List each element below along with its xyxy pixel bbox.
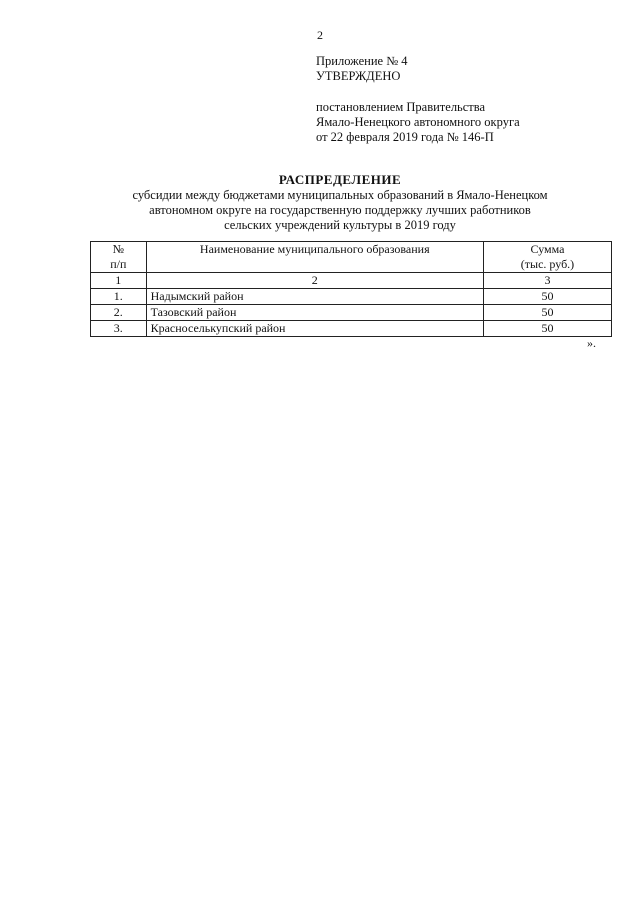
header-sum-line-1: Сумма	[530, 242, 565, 256]
header-sum-line-2: (тыс. руб.)	[520, 257, 575, 271]
approval-line-2: Ямало-Ненецкого автономного округа	[316, 115, 520, 129]
spacer	[316, 84, 520, 100]
column-number-2: 2	[146, 273, 483, 289]
subtitle-line-2: автономном округе на государственную поддержку лучших работников	[149, 203, 531, 217]
column-number-row	[91, 273, 612, 289]
table-row	[91, 289, 612, 305]
document-title: РАСПРЕДЕЛЕНИЕ	[278, 172, 402, 187]
title-block	[80, 172, 600, 233]
row-number: 3.	[91, 321, 147, 337]
approval-block	[316, 54, 520, 145]
header-number	[91, 242, 147, 273]
row-name: Красноселькупский район	[146, 321, 483, 337]
header-number-line-2: п/п	[110, 257, 127, 271]
header-sum	[483, 242, 611, 273]
closing-quote: ».	[587, 336, 596, 350]
table-row	[91, 305, 612, 321]
approval-line-3: от 22 февраля 2019 года № 146-П	[316, 130, 494, 144]
header-number-line-1: №	[112, 242, 125, 256]
approval-line-1: постановлением Правительства	[316, 100, 486, 114]
table-header-row	[91, 242, 612, 273]
subtitle-line-3: сельских учреждений культуры в 2019 году	[224, 218, 456, 232]
header-name: Наименование муниципального образования	[146, 242, 483, 273]
row-name: Надымский район	[146, 289, 483, 305]
distribution-table	[90, 241, 612, 337]
row-number: 2.	[91, 305, 147, 321]
column-number-3: 3	[483, 273, 611, 289]
row-sum: 50	[483, 289, 611, 305]
annex-label: Приложение № 4	[316, 54, 408, 68]
table-row	[91, 321, 612, 337]
row-number: 1.	[91, 289, 147, 305]
column-number-1: 1	[91, 273, 147, 289]
row-sum: 50	[483, 305, 611, 321]
row-sum: 50	[483, 321, 611, 337]
approved-label: УТВЕРЖДЕНО	[316, 69, 401, 83]
subtitle-line-1: субсидии между бюджетами муниципальных образований в Ямало-Ненецком	[132, 188, 548, 202]
page-number: 2	[317, 28, 323, 42]
row-name: Тазовский район	[146, 305, 483, 321]
